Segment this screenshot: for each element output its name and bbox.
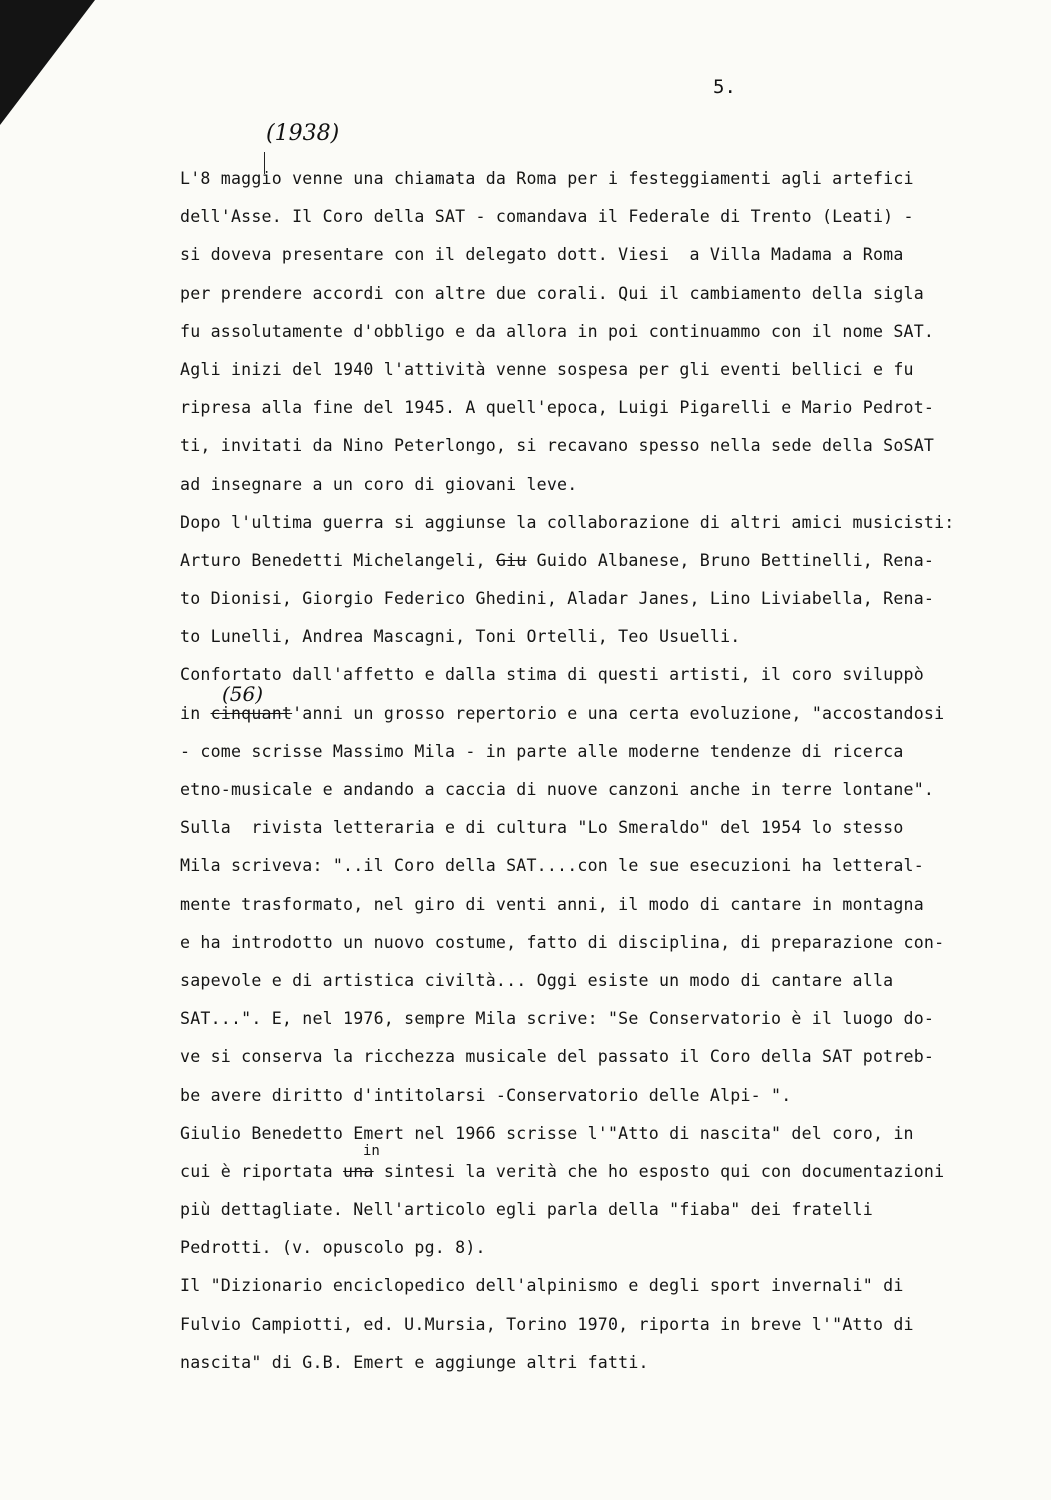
struck-text: cinquant xyxy=(210,703,293,723)
text-line: più dettagliate. Nell'articolo egli parla della "fiaba" dei fratelli xyxy=(180,1200,873,1220)
folded-corner xyxy=(0,0,95,125)
text-line: Agli inizi del 1940 l'attività venne sospesa per gli eventi bellici e fu xyxy=(180,359,914,379)
text-line xyxy=(180,695,1030,733)
text-segment: cui è riportata xyxy=(180,1161,344,1181)
text-line: Confortato dall'affetto e dalla stima di questi artisti, il coro sviluppò xyxy=(180,665,924,685)
text-line: SAT...". E, nel 1976, sempre Mila scrive: "Se Conservatorio è il luogo do- xyxy=(180,1009,935,1029)
text-line: Dopo l'ultima guerra si aggiunse la collaborazione di altri amici musicisti: xyxy=(180,512,955,532)
text-line: Giulio Benedetto Emert nel 1966 scrisse l'"Atto di nascita" del coro, in xyxy=(180,1123,914,1143)
text-segment: in xyxy=(180,703,211,723)
text-line: ve si conserva la ricchezza musicale del passato il Coro della SAT potreb- xyxy=(180,1047,935,1067)
text-line: mente trasformato, nel giro di venti anni, il modo di cantare in montagna xyxy=(180,894,924,914)
text-line: si doveva presentare con il delegato dott. Viesi a Villa Madama a Roma xyxy=(180,245,904,265)
text-line: Fulvio Campiotti, ed. U.Mursia, Torino 1970, riporta in breve l'"Atto di xyxy=(180,1314,914,1334)
text-line: be avere diritto d'intitolarsi -Conservatorio delle Alpi- ". xyxy=(180,1085,792,1105)
page-number: 5. xyxy=(713,76,736,98)
text-line xyxy=(180,1153,1030,1191)
text-segment: Arturo Benedetti Michelangeli, xyxy=(180,550,496,570)
text-line: ripresa alla fine del 1945. A quell'epoca, Luigi Pigarelli e Mario Pedrot- xyxy=(180,398,935,418)
text-line: nascita" di G.B. Emert e aggiunge altri fatti. xyxy=(180,1352,649,1372)
text-line: etno-musicale e andando a caccia di nuove canzoni anche in terre lontane". xyxy=(180,780,935,799)
text-line: e ha introdotto un nuovo costume, fatto di disciplina, di preparazione con- xyxy=(180,932,945,952)
text-line: to Lunelli, Andrea Mascagni, Toni Ortelli, Teo Usuelli. xyxy=(180,627,741,647)
text-line: dell'Asse. Il Coro della SAT - comandava il Federale di Trento (Leati) - xyxy=(180,207,914,227)
typed-body-text xyxy=(180,160,1030,1382)
text-line: sapevole e di artistica civiltà... Oggi esiste un modo di cantare alla xyxy=(180,970,894,990)
text-line: Pedrotti. (v. opuscolo pg. 8). xyxy=(180,1238,486,1258)
text-segment: Guido Albanese, Bruno Bettinelli, Rena- xyxy=(526,550,935,570)
text-line: Sulla rivista letteraria e di cultura "Lo Smeraldo" del 1954 lo stesso xyxy=(180,818,904,838)
text-line: per prendere accordi con altre due corali. Qui il cambiamento della sigla xyxy=(180,283,924,303)
text-line: - come scrisse Massimo Mila - in parte alle moderne tendenze di ricerca xyxy=(180,741,904,761)
text-line: ad insegnare a un coro di giovani leve. xyxy=(180,474,578,494)
text-line: Mila scriveva: "..il Coro della SAT....con le sue esecuzioni ha letteral- xyxy=(180,856,924,876)
handwritten-years-annotation: (56) xyxy=(222,682,264,706)
handwritten-year-annotation: (1938) xyxy=(266,121,340,146)
text-line: fu assolutamente d'obbligo e da allora in poi continuammo con il nome SAT. xyxy=(180,321,935,341)
text-line: L'8 maggio venne una chiamata da Roma per i festeggiamenti agli artefici xyxy=(180,169,914,188)
text-line xyxy=(180,542,1030,580)
text-segment: sintesi la verità che ho esposto qui con documentazioni xyxy=(373,1161,945,1181)
struck-text: una xyxy=(343,1161,374,1181)
text-segment: 'anni un grosso repertorio e una certa evoluzione, "accostandosi xyxy=(292,703,945,723)
text-line: Il "Dizionario enciclopedico dell'alpinismo e degli sport invernali" di xyxy=(180,1276,904,1296)
inserted-word: in xyxy=(363,1143,380,1159)
struck-text: Giu xyxy=(495,550,527,570)
text-line: to Dionisi, Giorgio Federico Ghedini, Aladar Janes, Lino Liviabella, Rena- xyxy=(180,589,935,609)
text-line: ti, invitati da Nino Peterlongo, si recavano spesso nella sede della SoSAT xyxy=(180,436,935,456)
